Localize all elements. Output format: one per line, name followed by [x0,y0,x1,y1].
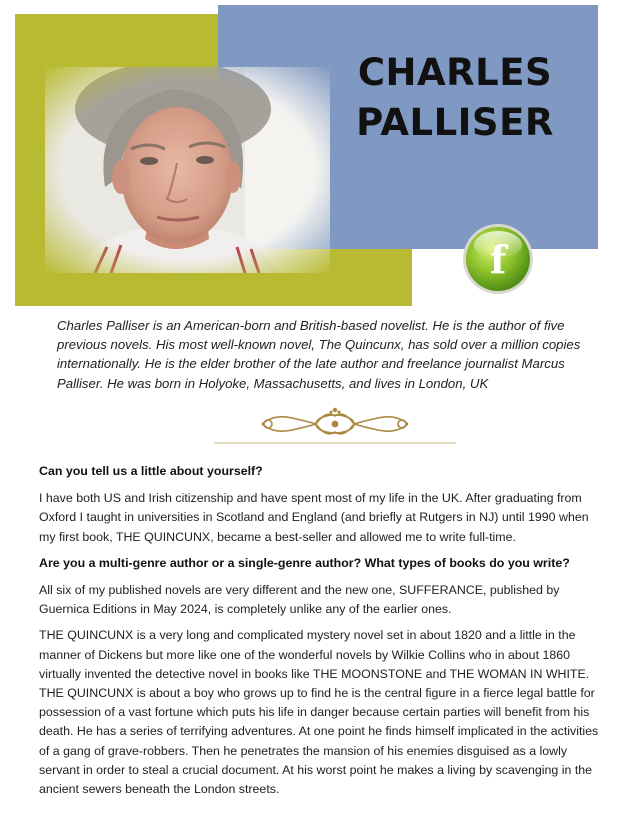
interview-answer-2a: All six of my published novels are very different and the new one, SUFFERANCE, published by Guernica Editions in May 2024, is completely unlike any of the earlier ones. [39,583,560,617]
ornament-flourish-icon [214,404,456,446]
interview-question-2: Are you a multi-genre author or a single-genre author? What types of books do you write? [39,555,570,570]
interview-answer-1: I have both US and Irish citizenship and have spent most of my life in the UK. After graduating from Oxford I taught in universities in Scotland and England (and briefly at Rutgers in NJ) until 1990 when my first book, THE QUINCUNX, became a best-seller and allowed me to write full-time. [39,491,589,544]
author-name-line1: CHARLES [357,51,553,94]
interview-question-1: Can you tell us a little about yourself? [39,464,263,478]
facebook-button[interactable] [460,221,536,297]
interview-content [39,462,604,806]
facebook-icon [460,221,536,297]
decorative-divider [214,404,456,446]
author-bio: Charles Palliser is an American-born and British-based novelist. He is the author of five previous novels. His most well-known novel, The Quincunx, has sold over a million copies internationally. He is the elder brother of the late author and freelance journalist Marcus Palliser. He was born in Holyoke, Massachusetts, and lives in London, UK [57,318,581,391]
facebook-letter: f [489,237,507,282]
author-photo-illustration [45,67,330,273]
author-name-line2: PALLISER [356,101,554,144]
author-name [330,48,580,148]
author-photo [45,67,330,273]
interview-answer-2b: THE QUINCUNX is a very long and complicated mystery novel set in about 1820 and a little in the manner of Dickens but more like one of the wonderful novels by Wilkie Collins who in about 1860 virtually invented the detective novel in books like THE MOONSTONE and THE WOMAN IN WHITE. THE QUINCUNX is about a boy who grows up to find he is the central figure in a fierce legal battle for possession of a vast fortune which puts his life in danger because certain parties will benefit from his death. He has a series of terrifying adventures. At one point he finds himself implicated in the activities of a gang of grave-robbers. Then he penetrates the mansion of his enemies disguised as a lowly servant in order to steal a crucial document. At his worst point he makes a living by scavenging in the ancient sewers beneath the London streets. [39,628,599,797]
